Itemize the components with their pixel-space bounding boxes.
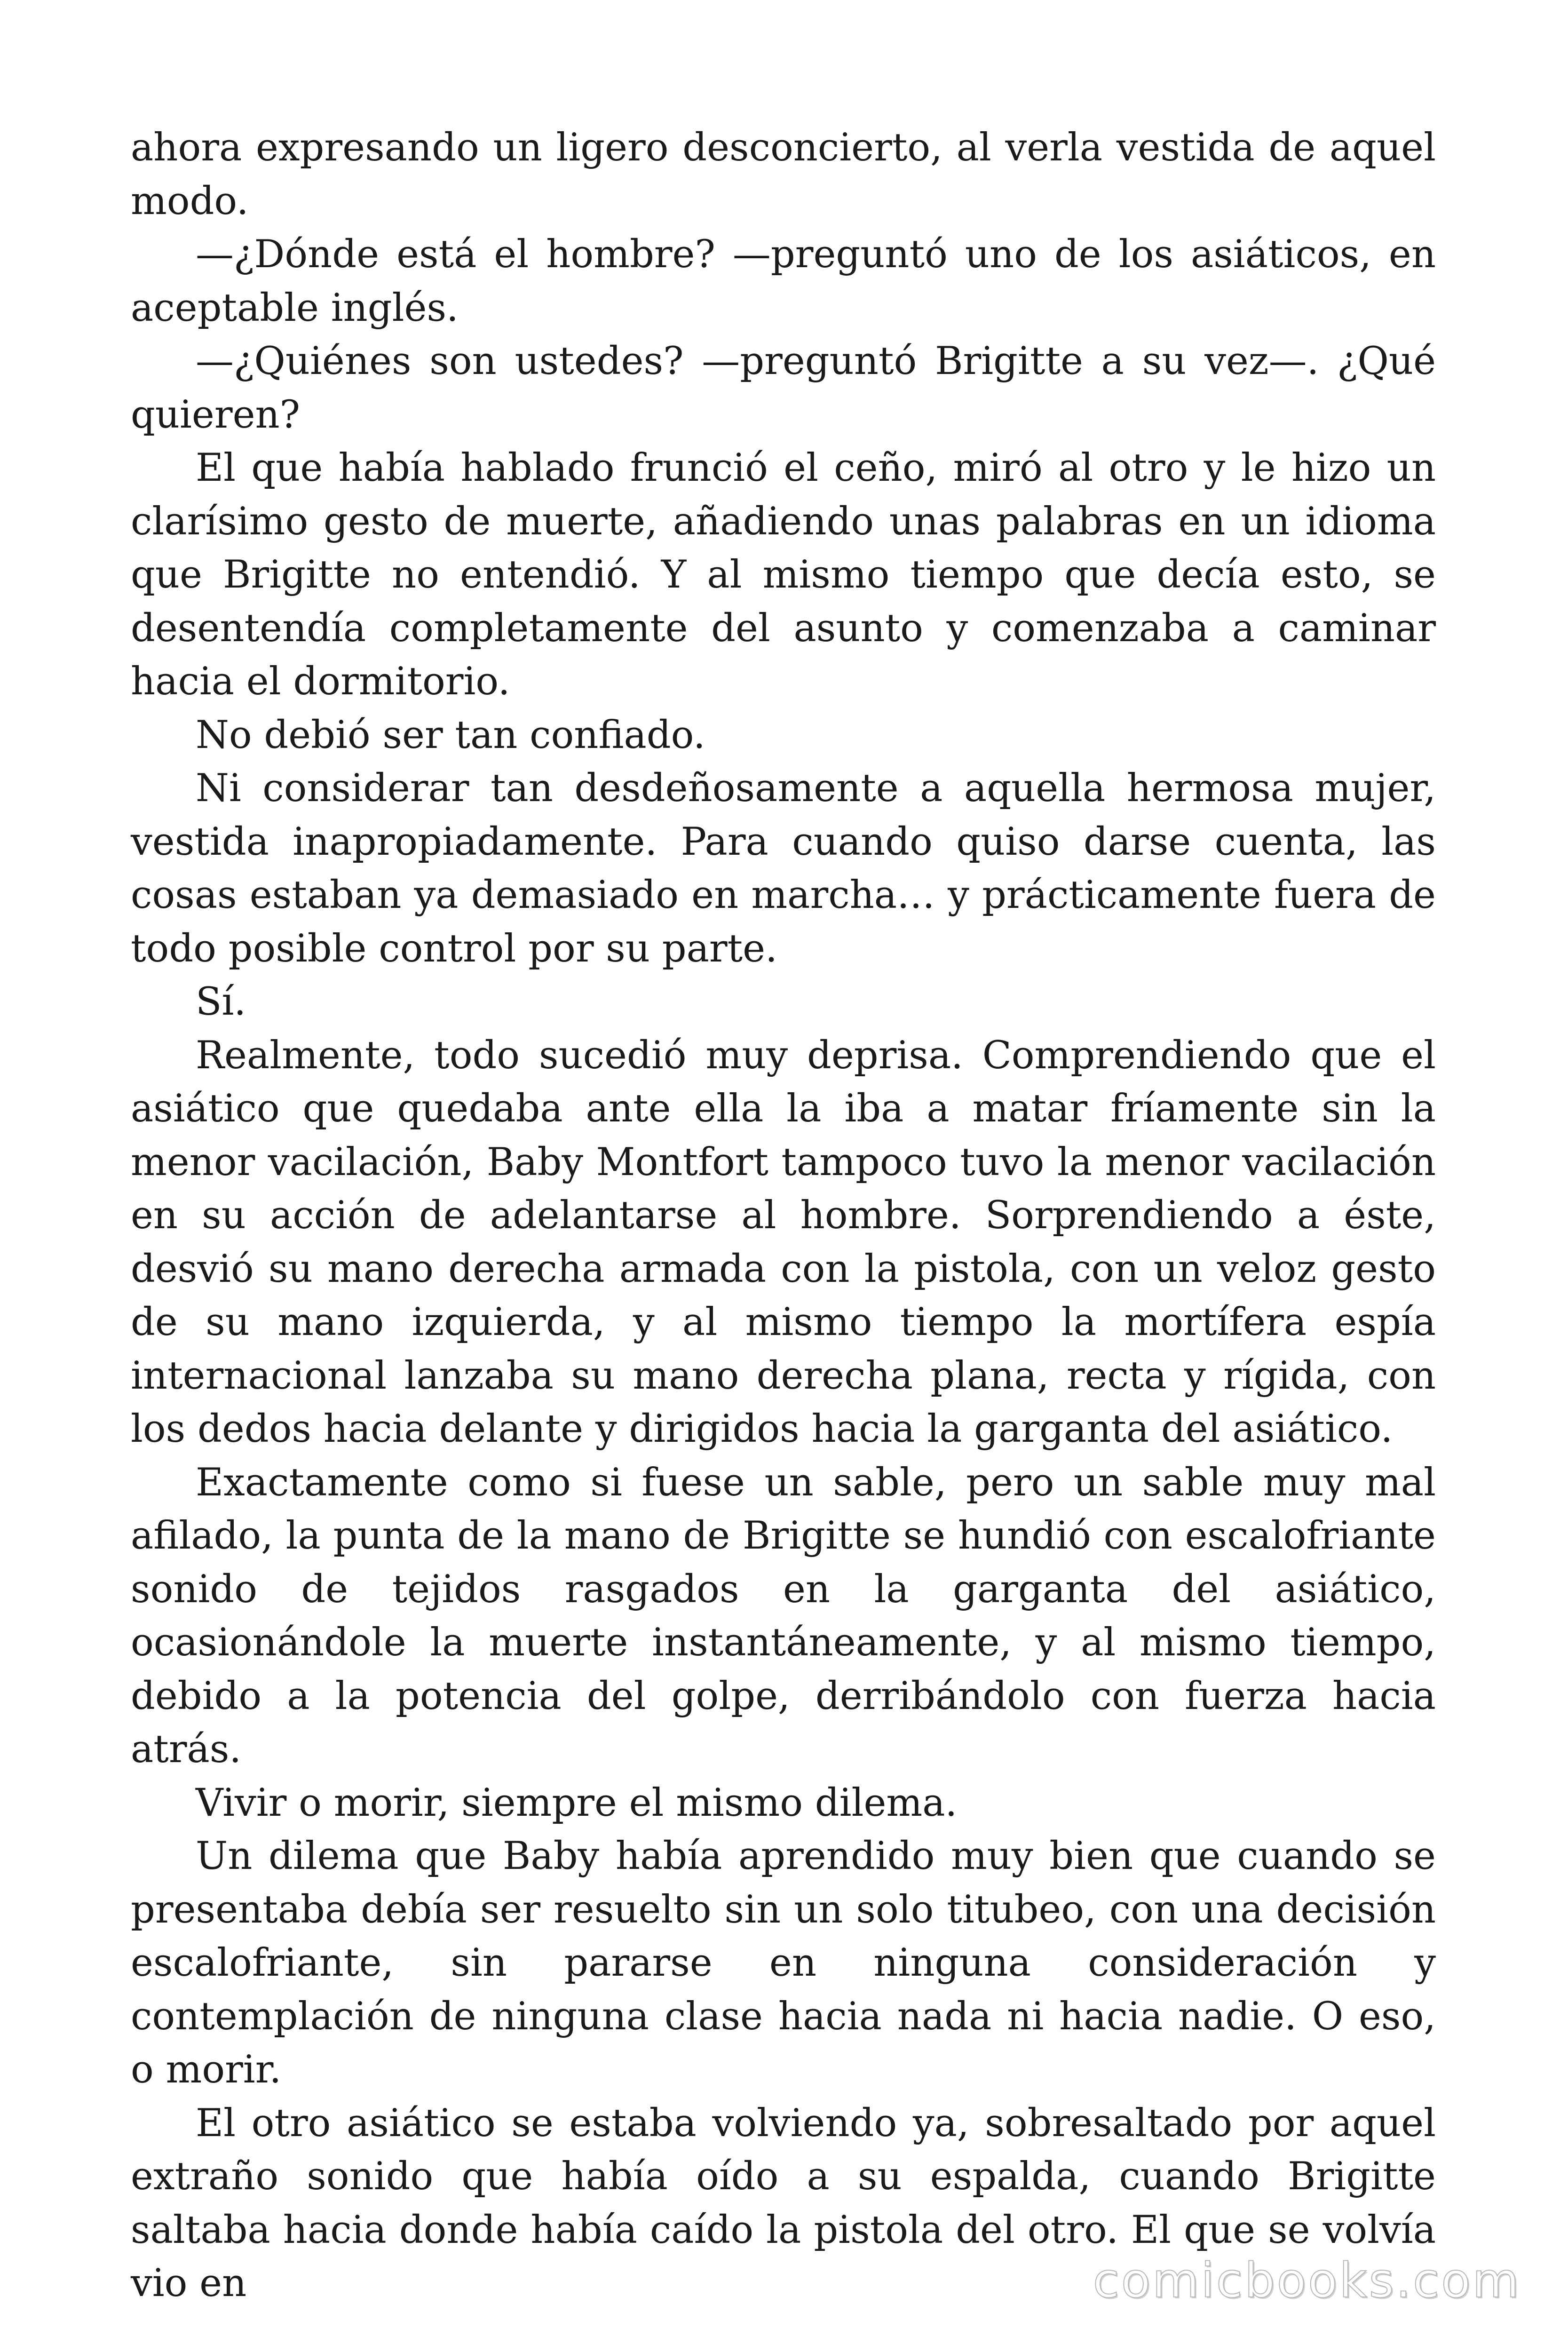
paragraph: No debió ser tan confiado. xyxy=(196,713,705,757)
book-page-text xyxy=(131,121,1436,2311)
watermark-logo: comicbooks.com xyxy=(1093,2253,1521,2309)
paragraph: —¿Dónde está el hombre? —preguntó uno de los asiáticos, en aceptable inglés. xyxy=(131,232,1436,330)
paragraph: —¿Quiénes son ustedes? —preguntó Brigitte a su vez—. ¿Qué quieren? xyxy=(131,339,1436,437)
paragraph: Vivir o morir, siempre el mismo dilema. xyxy=(196,1780,958,1825)
paragraph: Exactamente como si fuese un sable, pero un sable muy mal afilado, la punta de la mano de Brigitte se hundió con escalofriante sonido de tejidos rasgados en la garganta del asiático, ocasionándole la muerte instantáneamente, y al mismo tiempo, debido a la potencia del golpe, derribándolo con fuerza hacia atrás. xyxy=(131,1460,1436,1772)
paragraph: El otro asiático se estaba volviendo ya, sobresaltado por aquel extraño sonido que había oído a su espalda, cuando Brigitte saltaba hacia donde había caído la pistola del otro. El que se volvía vio en xyxy=(131,2101,1436,2305)
paragraph: ahora expresando un ligero desconcierto, al verla vestida de aquel modo. xyxy=(131,126,1436,223)
paragraph: El que había hablado frunció el ceño, miró al otro y le hizo un clarísimo gesto de muerte, añadiendo unas palabras en un idioma que Brigitte no entendió. Y al mismo tiempo que decía esto, se desentendía completamente del asunto y comenzaba a caminar hacia el dormitorio. xyxy=(131,446,1436,704)
paragraph: Un dilema que Baby había aprendido muy bien que cuando se presentaba debía ser resuelto sin un solo titubeo, con una decisión escalofriante, sin pararse en ninguna consideración y contemplación de ninguna clase hacia nada ni hacia nadie. O eso, o morir. xyxy=(131,1834,1436,2092)
paragraph: Sí. xyxy=(196,980,246,1024)
paragraph: Ni considerar tan desdeñosamente a aquella hermosa mujer, vestida inapropiadamente. Para cuando quiso darse cuenta, las cosas estaban ya demasiado en marcha… y prácticamente fuera de todo posible control por su parte. xyxy=(131,766,1436,971)
paragraph: Realmente, todo sucedió muy deprisa. Comprendiendo que el asiático que quedaba ante ella la iba a matar fríamente sin la menor vacilación, Baby Montfort tampoco tuvo la menor vacilación en su acción de adelantarse al hombre. Sorprendiendo a éste, desvió su mano derecha armada con la pistola, con un veloz gesto de su mano izquierda, y al mismo tiempo la mortífera espía internacional lanzaba su mano derecha plana, recta y rígida, con los dedos hacia delante y dirigidos hacia la garganta del asiático. xyxy=(131,1033,1436,1451)
